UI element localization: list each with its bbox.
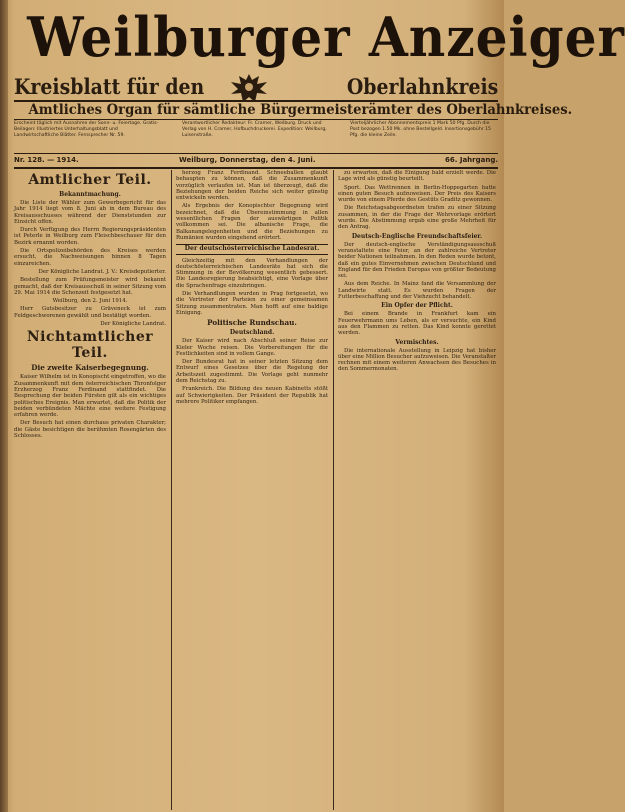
paragraph: Der deutsch-englische Verständigungsausschuß veranstaltete eine Feier, an der zahlreiche Vertreter beider Nationen teilnahmen. In den Reden wurde betont, daß ein gutes Einvernehmen zwischen Deutschland und England für den Frieden Europas von größter Bedeutung sei. [338, 241, 496, 280]
info-right: Vierteljährlicher Abonnementspreis 1 Mark 50 Pfg. Durch die Post bezogen 1.50 Mk. ohne Bestellgeld. Insertionsgebühr 15 Pfg. die kleine Zeile. [350, 121, 491, 138]
tagline: Amtliches Organ für sämtliche Bürgermeisterämter des Oberlahnkreises. [28, 102, 573, 118]
paragraph: Die Verhandlungen wurden in Prag fortgesetzt, wo die Vertreter der Parteien zu einer gemeinsamen Sitzung zusammentraten. Man hofft auf eine baldige Einigung. [176, 291, 328, 316]
dateline-local: Weilburg, den 2. Juni 1914. [52, 298, 128, 305]
signature: Der Königliche Landrat. [100, 321, 166, 328]
info-row [14, 121, 498, 153]
info-left: Erscheint täglich mit Ausnahme der Sonn- u. Feiertage. Gratis-Beilagen: Illustriertes Unterhaltungsblatt und Landwirtschaftliche Blätter. Fernsprecher Nr. 59. [14, 121, 159, 138]
paragraph: Die internationale Ausstellung in Leipzig hat bisher über eine Million Besucher aufzuweisen. Die Veranstalter rechnen mit einem weiteren Anwachsen des Besuches in den Sommermonaten. [338, 347, 496, 373]
paragraph: Die Ortspolizeibehörden des Kreises werden ersucht, die Nachweisungen binnen 8 Tagen einzureichen. [14, 248, 166, 267]
paragraph: Aus dem Reiche. In Mainz fand die Versammlung der Landwirte statt. Es wurden Fragen der Futterbeschaffung und der Viehzucht behandelt. [338, 281, 496, 301]
paragraph: Frankreich. Die Bildung des neuen Kabinetts stößt auf Schwierigkeiten. Der Präsident der Republik hat mehrere Politiker empfangen. [176, 386, 328, 405]
masthead [10, 5, 625, 72]
heading-freundschaftsfeier: Deutsch-Englische Freundschaftsfeier. [351, 232, 483, 240]
volume: 66. Jahrgang. [445, 156, 498, 164]
newspaper-title: Weilburger Anzeiger [27, 5, 625, 69]
paragraph: Bei einem Brande in Frankfurt kam ein Feuerwehrmann ums Leben, als er versuchte, ein Kind aus den Flammen zu retten. Das Kind konnte gerettet werden. [338, 311, 496, 337]
subtitle-right: Oberlahnkreis [346, 74, 498, 99]
heading-opfer-der-pflicht: Ein Opfer der Pflicht. [381, 302, 453, 310]
subheading-deutschland: Deutschland. [229, 329, 275, 337]
subtitle-left: Kreisblatt für den [14, 74, 205, 99]
heading-amtlicher-teil: Amtlicher Teil. [28, 172, 152, 188]
column-1 [14, 170, 166, 810]
paragraph: herzog Franz Ferdinand. Schneeballen glaubt behaupten zu können, daß die Zusammenkunft vorzüglich verlaufen ist. Man ist überzeugt, daß die Beziehungen der beiden Reiche sich weiter günstig entwickeln werden. [176, 170, 328, 202]
dateline [14, 155, 498, 166]
paragraph: Der Kaiser wird nach Abschluß seiner Reise zur Kieler Woche reisen. Die Vorbereitungen für die Festlichkeiten sind in vollem Gange. [176, 338, 328, 357]
paragraph: Der Bundesrat hat in seiner letzten Sitzung dem Entwurf eines Gesetzes über die Regelung der Arbeitszeit zugestimmt. Die Vorlage geht nunmehr dem Reichstag zu. [176, 359, 328, 385]
paragraph: Herr Gutsbesitzer zu Gräveneck ist zum Feldgeschworenen gewählt und bestätigt worden. [14, 306, 166, 319]
column-divider [333, 170, 334, 810]
section-header-landesrat: Der deutschösterreichische Landesrat. [176, 244, 328, 254]
issue-date: Weilburg, Donnerstag, den 4. Juni. [179, 156, 316, 164]
subheading-bekanntmachung: Bekanntmachung. [59, 191, 121, 198]
rule-date-top [14, 153, 498, 154]
paragraph: Bestellung zum Prüfungsmeister wird bekannt gemacht, daß der Kreisausschuß in seiner Sitzung vom 29. Mai 1914 die Schonzeit festgesetzt hat. [14, 277, 166, 296]
paragraph: Die Liste der Wähler zum Gewerbegericht für das Jahr 1914 liegt vom 8. Juni ab in dem Bureau des Kreisausschusses während der Dienststunden zur Einsicht offen. [14, 200, 166, 225]
column-2 [176, 170, 328, 810]
column-divider [171, 170, 172, 810]
subheading-kaiserbegegnung: Die zweite Kaiserbegegnung. [31, 363, 149, 373]
paragraph: Kaiser Wilhelm ist in Konopischt eingetroffen, wo die Zusammenkunft mit dem österreichischen Thronfolger Erzherzog Franz Ferdinand stattfindet. Die Besprechung der beiden Fürsten gilt als ein wichtiges politisches Ereignis. Man erwartet, daß die Politik der beiden verbündeten Mächte eine weitere Festigung erfahren werde. [14, 374, 166, 419]
rule-date-bottom [14, 167, 498, 169]
paragraph: Die Reichstagsabgeordneten trafen zu einer Sitzung zusammen, in der die Frage der Wehrvorlage erörtert wurde. Die Abstimmung ergab eine große Mehrheit für den Antrag. [338, 205, 496, 231]
paragraph: zu erwarten, daß die Einigung bald erzielt werde. Die Lage wird als günstig beurteilt. [338, 170, 496, 183]
rule-mid [14, 119, 498, 120]
heading-politische-rundschau: Politische Rundschau. [207, 318, 297, 328]
paragraph: Durch Verfügung des Herrn Regierungspräsidenten ist Peterle in Weilburg zum Fleischbeschauer für den Bezirk ernannt worden. [14, 227, 166, 246]
paragraph: Der Besuch hat einen durchaus privaten Charakter; die Gäste besichtigen die berühmten Rosengärten des Schlosses. [14, 420, 166, 440]
info-middle: Verantwortlicher Redakteur: Fr. Cramer, Weilburg. Druck und Verlag von H. Cramer, Hofbuchdruckerei. Expedition: Weilburg, Luisenstraße. [182, 121, 327, 138]
issue-number: Nr. 128. — 1914. [14, 156, 79, 164]
column-3 [338, 170, 496, 810]
heading-vermischtes: Vermischtes. [395, 338, 439, 346]
paragraph: Als Ergebnis der Konopischter Begegnung wird bezeichnet, daß die Übereinstimmung in allen wesentlichen Fragen der auswärtigen Politik vollkommen sei. Die albanische Frage, die Balkanangelegenheiten und die Beziehungen zu Rumänien wurden eingehend erörtert. [176, 203, 328, 241]
paragraph: Gleichzeitig mit den Verhandlungen der deutschösterreichischen Landesräte hat sich die Stimmung in der Bevölkerung wesentlich gebessert. Die Landesregierung beabsichtigt, eine Vorlage über die Sprachenfrage einzubringen. [176, 257, 328, 289]
signature: Der Königliche Landrat. J. V.: Kreisdeputierter. [38, 268, 166, 275]
paragraph: Sport. Das Wettrennen in Berlin-Hoppegarten hatte einen guten Besuch aufzuweisen. Der Preis des Kaisers wurde von einem Pferde des Gestüts Graditz gewonnen. [338, 184, 496, 204]
binding-spine [0, 0, 8, 812]
heading-nichtamtlicher-teil: Nichtamtlicher Teil. [26, 329, 154, 362]
